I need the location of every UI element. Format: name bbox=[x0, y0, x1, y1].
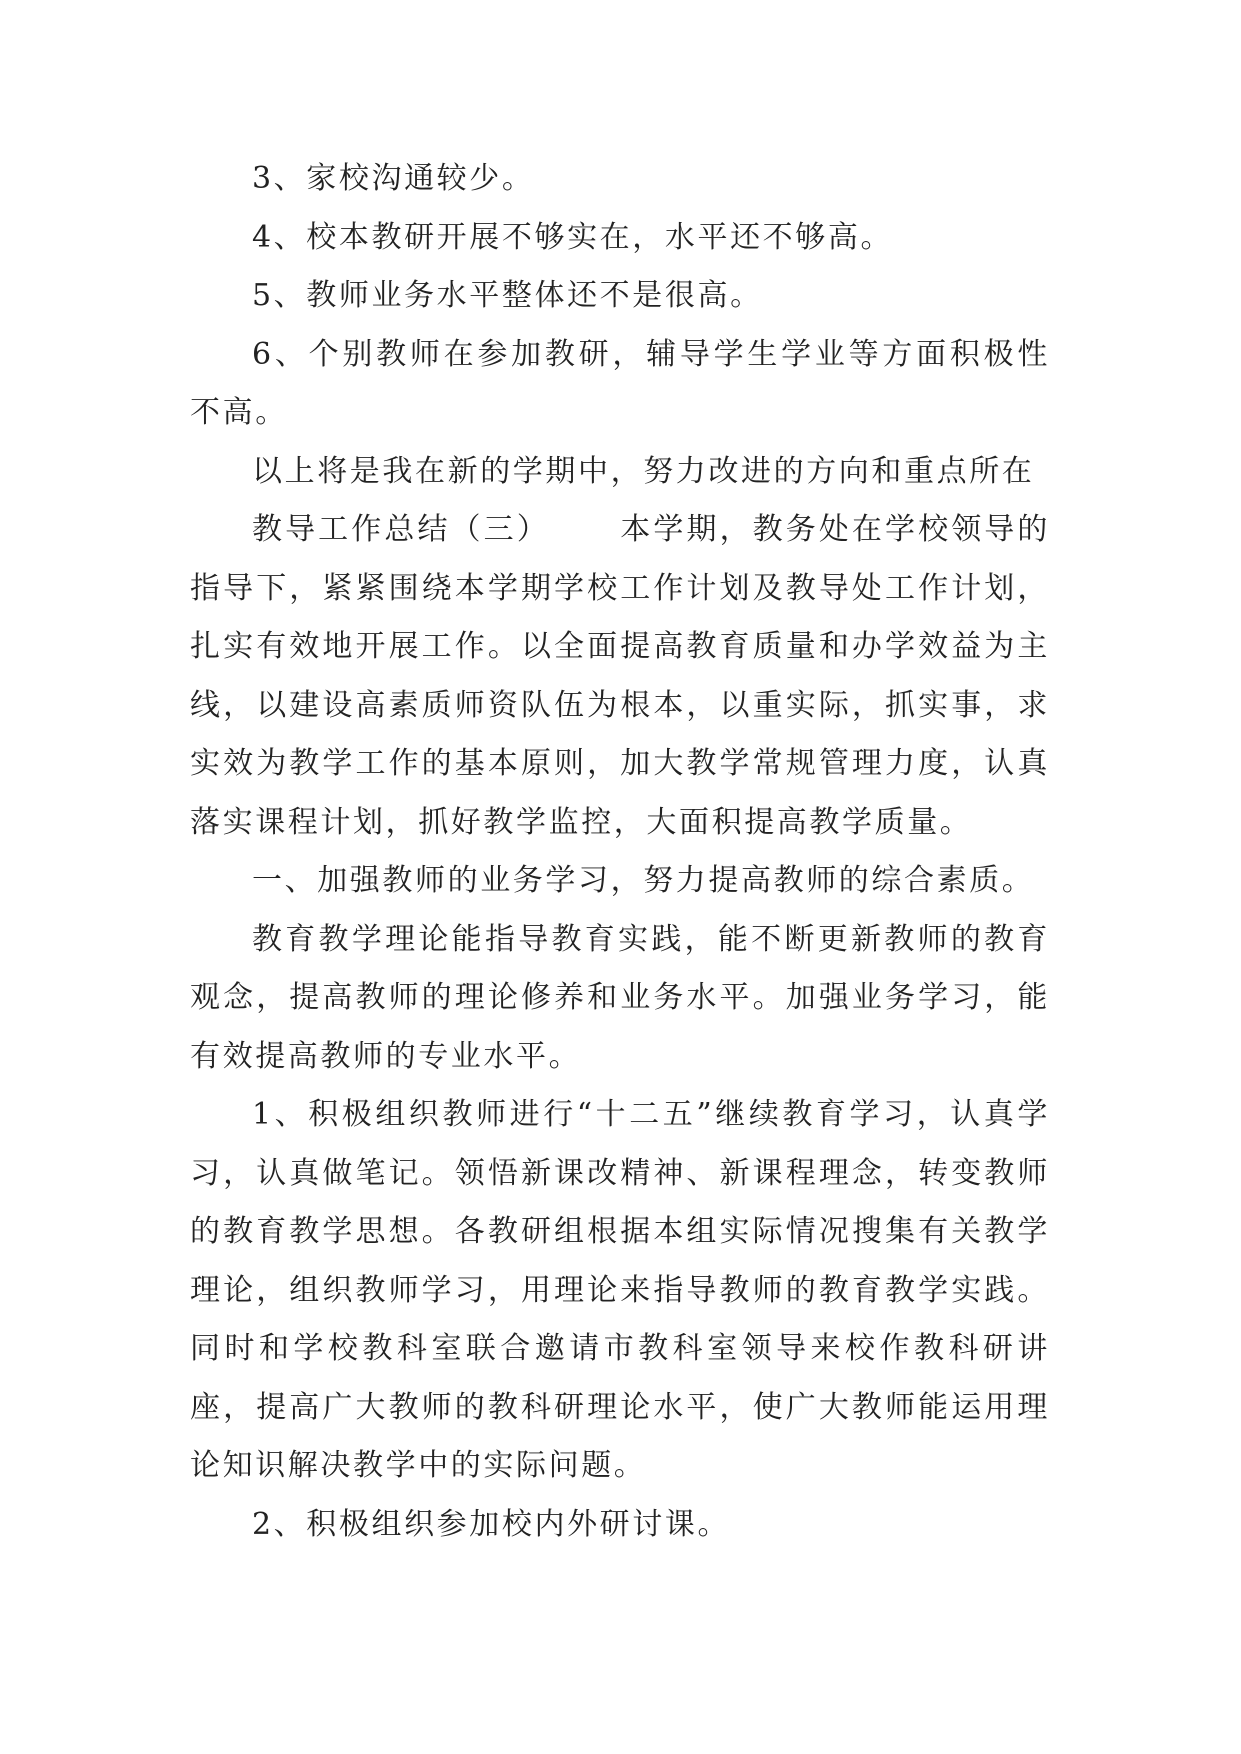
paragraph-theory-guidance: 教育教学理论能指导教育实践，能不断更新教师的教育观念，提高教师的理论修养和业务水平。加强业务学习，能有效提高教师的专业水平。 bbox=[190, 921, 1050, 1074]
paragraph-summary-intro bbox=[190, 501, 1050, 852]
paragraph-improvement-direction: 以上将是我在新的学期中，努力改进的方向和重点所在 bbox=[252, 453, 1035, 489]
section-title-one: 一、加强教师的业务学习，努力提高教师的综合素质。 bbox=[252, 863, 1035, 898]
paragraph-item-3: 3、家校沟通较少。 bbox=[252, 161, 535, 196]
paragraph-item-4: 4、校本教研开展不够实在，水平还不够高。 bbox=[252, 219, 894, 255]
paragraph-item-6: 6、个别教师在参加教研，辅导学生学业等方面积极性不高。 bbox=[190, 336, 1050, 430]
paragraph-item-1-continuing-education: 1、积极组织教师进行“十二五”继续教育学习，认真学习，认真做笔记。领悟新课改精神、新课程理念，转变教师的教育教学思想。各教研组根据本组实际情况搜集有关教学理论，组织教师学习，用理论来指导教师的教育教学实践。同时和学校教科室联合邀请市教科室领导来校作教科研讲座，提高广大教师的教科研理论水平，使广大教师能运用理论知识解决教学中的实际问题。 bbox=[190, 1097, 1050, 1483]
summary-intro-text: 本学期，教务处在学校领导的指导下，紧紧围绕本学期学校工作计划及教导处工作计划，扎实有效地开展工作。以全面提高教育质量和办学效益为主线，以建设高素质师资队伍为根本，以重实际，抓实事，求实效为教学工作的基本原则，加大教学常规管理力度，认真落实课程计划，抓好教学监控，大面积提高教学质量。 bbox=[190, 512, 1050, 840]
paragraph-item-2-seminars: 2、积极组织参加校内外研讨课。 bbox=[252, 1506, 731, 1542]
paragraph-item-5: 5、教师业务水平整体还不是很高。 bbox=[252, 278, 763, 313]
section-heading: 教导工作总结（三） bbox=[252, 512, 550, 547]
document-body bbox=[190, 150, 1050, 1554]
